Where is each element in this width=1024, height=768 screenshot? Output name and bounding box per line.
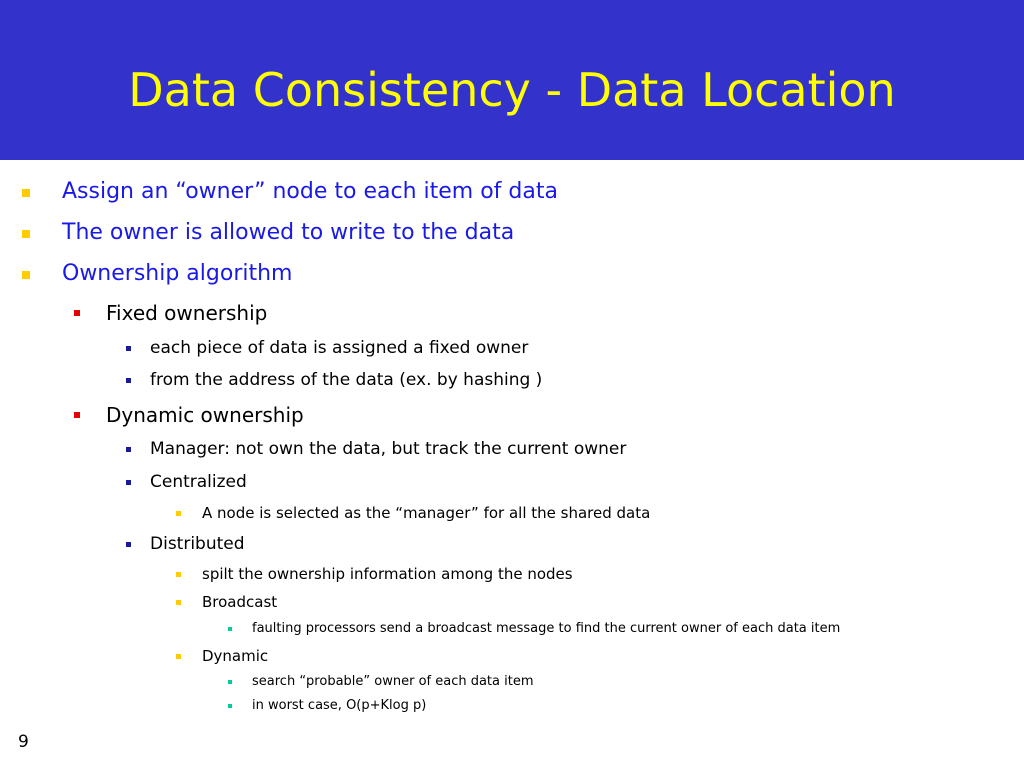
bullet-marker xyxy=(126,346,131,351)
bullet-marker xyxy=(176,511,181,516)
bullet-marker xyxy=(22,230,30,238)
bullet-text: Assign an “owner” node to each item of data xyxy=(62,179,558,204)
bullet-text: Broadcast xyxy=(202,593,278,611)
bullet-text: Ownership algorithm xyxy=(62,261,293,286)
slide-title: Data Consistency - Data Location xyxy=(128,63,896,117)
bullet-text: Fixed ownership xyxy=(106,301,268,325)
bullet-marker xyxy=(176,572,181,577)
bullet-marker xyxy=(228,680,232,684)
bullet-marker xyxy=(126,480,131,485)
bullet-marker xyxy=(22,189,30,197)
bullet-text: Distributed xyxy=(150,534,245,554)
bullet-marker xyxy=(126,542,131,547)
bullet-text: Dynamic ownership xyxy=(106,403,304,427)
bullet-marker xyxy=(22,271,30,279)
bullet-text: faulting processors send a broadcast message to find the current owner of each data item xyxy=(252,621,841,636)
bullet-text: in worst case, O(p+Klog p) xyxy=(252,698,427,713)
bullet-text: each piece of data is assigned a fixed owner xyxy=(150,338,529,358)
page-number: 9 xyxy=(18,732,29,752)
bullet-marker xyxy=(74,412,80,418)
bullet-text: spilt the ownership information among the nodes xyxy=(202,565,573,583)
bullet-marker xyxy=(126,447,131,452)
bullet-text: Dynamic xyxy=(202,647,269,665)
bullet-text: A node is selected as the “manager” for all the shared data xyxy=(202,504,651,522)
bullet-marker xyxy=(228,627,232,631)
bullet-marker xyxy=(176,654,181,659)
bullet-text: The owner is allowed to write to the data xyxy=(62,220,515,245)
bullet-marker xyxy=(176,600,181,605)
bullet-marker xyxy=(228,704,232,708)
bullet-marker xyxy=(126,378,131,383)
bullet-text: search “probable” owner of each data item xyxy=(252,674,534,689)
bullet-text: Centralized xyxy=(150,472,247,492)
bullet-text: Manager: not own the data, but track the current owner xyxy=(150,439,627,459)
bullet-text: from the address of the data (ex. by hashing ) xyxy=(150,370,543,390)
bullet-marker xyxy=(74,310,80,316)
